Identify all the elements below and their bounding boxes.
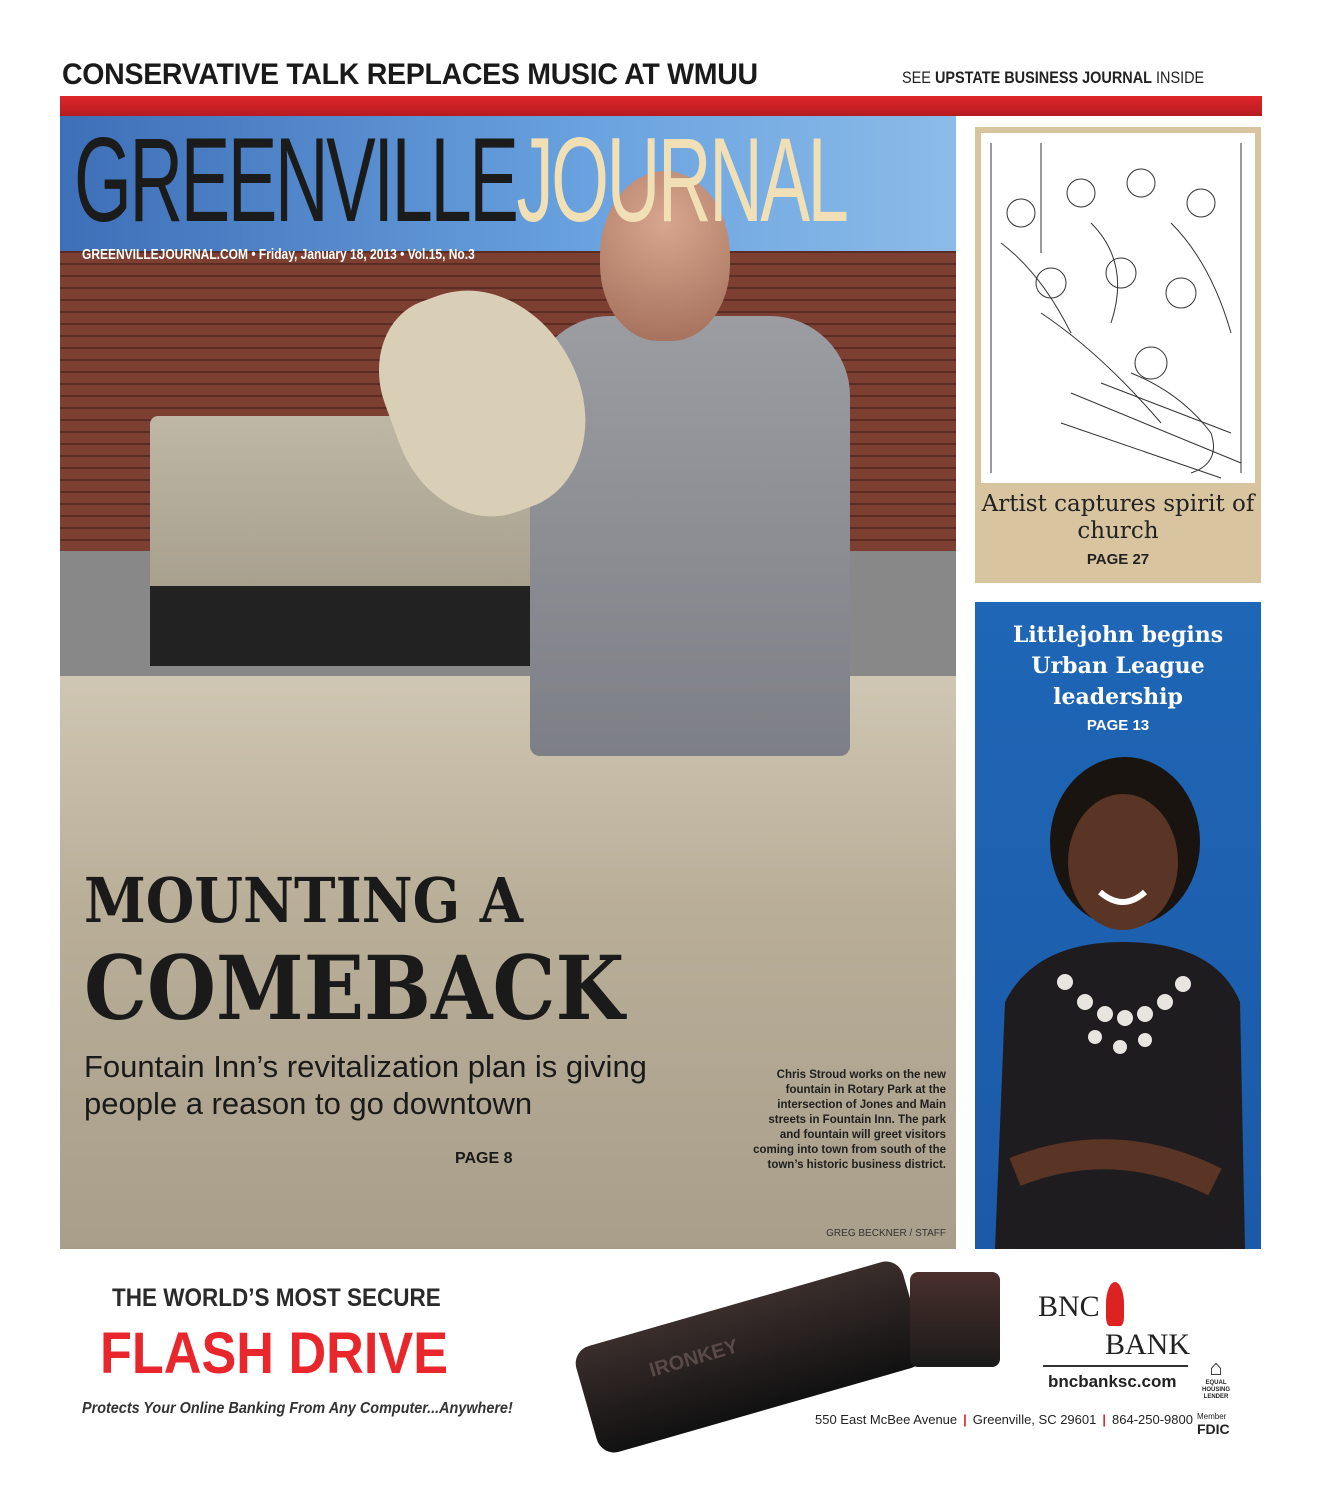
sidebar-page-ref: PAGE 27 xyxy=(1086,551,1150,568)
sidebar-page-ref: PAGE 13 xyxy=(1086,717,1150,734)
promo-prefix: SEE xyxy=(902,68,935,87)
fdic-text: FDIC xyxy=(1197,1421,1230,1437)
red-rule xyxy=(60,96,1262,116)
masthead-journal: JOURNAL xyxy=(516,116,847,247)
masthead xyxy=(74,116,847,247)
sidebar-story-littlejohn[interactable] xyxy=(975,602,1261,1249)
photo-credit: GREG BECKNER / STAFF xyxy=(826,1228,946,1239)
bank-address: 550 East McBee Avenue | Greenville, SC 29601 | 864-250-9800 xyxy=(815,1412,1193,1427)
logo-rule xyxy=(1043,1365,1188,1367)
fdic-member: Member xyxy=(1197,1412,1227,1421)
photo-caption: Chris Stroud works on the new fountain in Rotary Park at the intersection of Jones and Main streets in Fountain Inn. The park and fountain will greet visitors coming into town from south of the town’s historic business district. xyxy=(753,1069,946,1171)
church-sketch-image xyxy=(981,133,1255,483)
lead-subhead: Fountain Inn’s revitalization plan is giving people a reason to go downtown xyxy=(84,1049,647,1121)
ad-line-1: THE WORLD’S MOST SECURE xyxy=(112,1284,441,1312)
bank-url[interactable]: bncbanksc.com xyxy=(1048,1372,1177,1391)
lead-photo xyxy=(60,116,956,1249)
bank-logo-bank: BANK xyxy=(1105,1328,1191,1361)
sidebar-title: Artist captures spirit of church xyxy=(981,491,1255,544)
bank-logo-bnc: BNC xyxy=(1038,1290,1100,1323)
address-street: 550 East McBee Avenue xyxy=(815,1412,958,1427)
flash-drive-cap xyxy=(910,1272,1000,1367)
lead-page-ref[interactable]: PAGE 8 xyxy=(455,1150,513,1167)
promo-bold: UPSTATE BUSINESS JOURNAL xyxy=(934,68,1152,87)
sidebar-title: Littlejohn begins Urban League leadership xyxy=(1012,622,1224,710)
equal-housing-text: EQUAL HOUSING LENDER xyxy=(1201,1380,1230,1400)
sidebar-story-artist[interactable] xyxy=(975,127,1261,583)
drive-brand: IRONKEY xyxy=(646,1335,741,1382)
top-banner xyxy=(62,58,1205,92)
bank-phone: 864-250-9800 xyxy=(1112,1412,1193,1427)
portrait-image xyxy=(995,752,1245,1249)
ad-line-2: FLASH DRIVE xyxy=(100,1321,449,1386)
fdic-logo xyxy=(1197,1412,1230,1437)
dateline: GREENVILLEJOURNAL.COM • Friday, January 18, 2013 • Vol.15, No.3 xyxy=(82,246,475,263)
lead-headline-2[interactable]: COMEBACK xyxy=(84,936,625,1040)
ad-tagline: Protects Your Online Banking From Any Computer...Anywhere! xyxy=(82,1400,513,1417)
masthead-greenville: GREENVILLE xyxy=(74,116,517,247)
cardinal-logo-icon xyxy=(1106,1282,1124,1326)
banner-promo xyxy=(902,68,1204,88)
equal-housing-logo xyxy=(1196,1356,1236,1401)
promo-suffix: INSIDE xyxy=(1151,68,1205,87)
equal-housing-icon: ⌂ xyxy=(1209,1355,1223,1380)
bank-advertisement[interactable] xyxy=(60,1262,1260,1482)
lead-headline-1[interactable]: MOUNTING A xyxy=(84,864,524,937)
address-city: Greenville, SC 29601 xyxy=(972,1412,1097,1427)
banner-headline[interactable]: CONSERVATIVE TALK REPLACES MUSIC AT WMUU xyxy=(62,58,758,91)
